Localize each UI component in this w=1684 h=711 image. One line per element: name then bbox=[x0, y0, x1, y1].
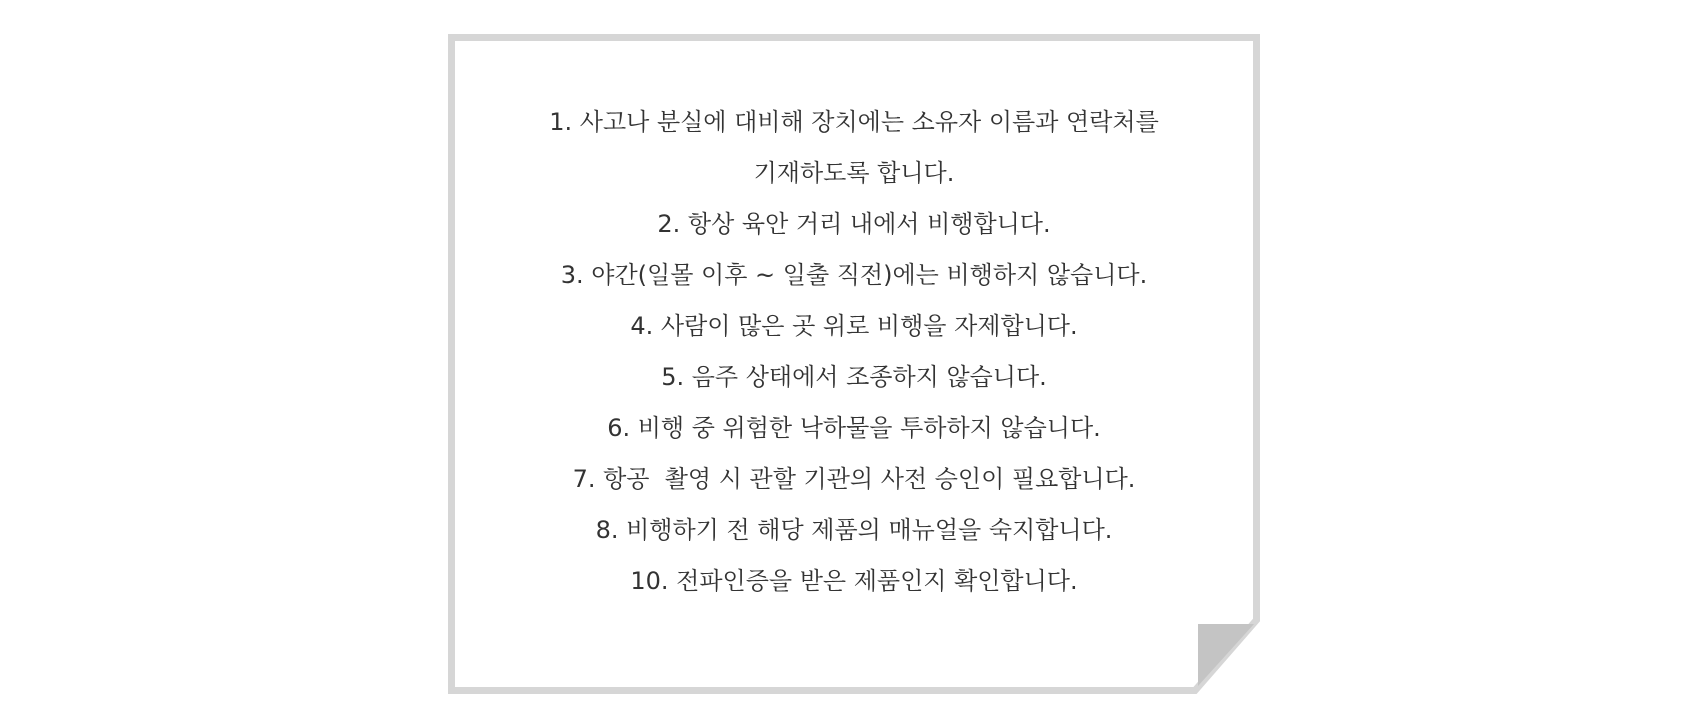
rule-1-line-2: 기재하도록 합니다. bbox=[753, 159, 955, 187]
rule-2: 2. 항상 육안 거리 내에서 비행합니다. bbox=[657, 210, 1051, 238]
rule-5: 5. 음주 상태에서 조종하지 않습니다. bbox=[661, 363, 1047, 391]
rules-list bbox=[488, 97, 1220, 607]
rule-6: 6. 비행 중 위험한 낙하물을 투하하지 않습니다. bbox=[607, 414, 1101, 442]
rule-10: 10. 전파인증을 받은 제품인지 확인합니다. bbox=[630, 567, 1078, 595]
rule-4: 4. 사람이 많은 곳 위로 비행을 자제합니다. bbox=[630, 312, 1078, 340]
notice-card bbox=[448, 34, 1260, 694]
rule-1-line-1: 1. 사고나 분실에 대비해 장치에는 소유자 이름과 연락처를 bbox=[549, 108, 1159, 136]
rule-7: 7. 항공 촬영 시 관할 기관의 사전 승인이 필요합니다. bbox=[572, 465, 1136, 493]
rule-8: 8. 비행하기 전 해당 제품의 매뉴얼을 숙지합니다. bbox=[595, 516, 1113, 544]
rule-3: 3. 야간(일몰 이후 ~ 일출 직전)에는 비행하지 않습니다. bbox=[560, 261, 1148, 289]
